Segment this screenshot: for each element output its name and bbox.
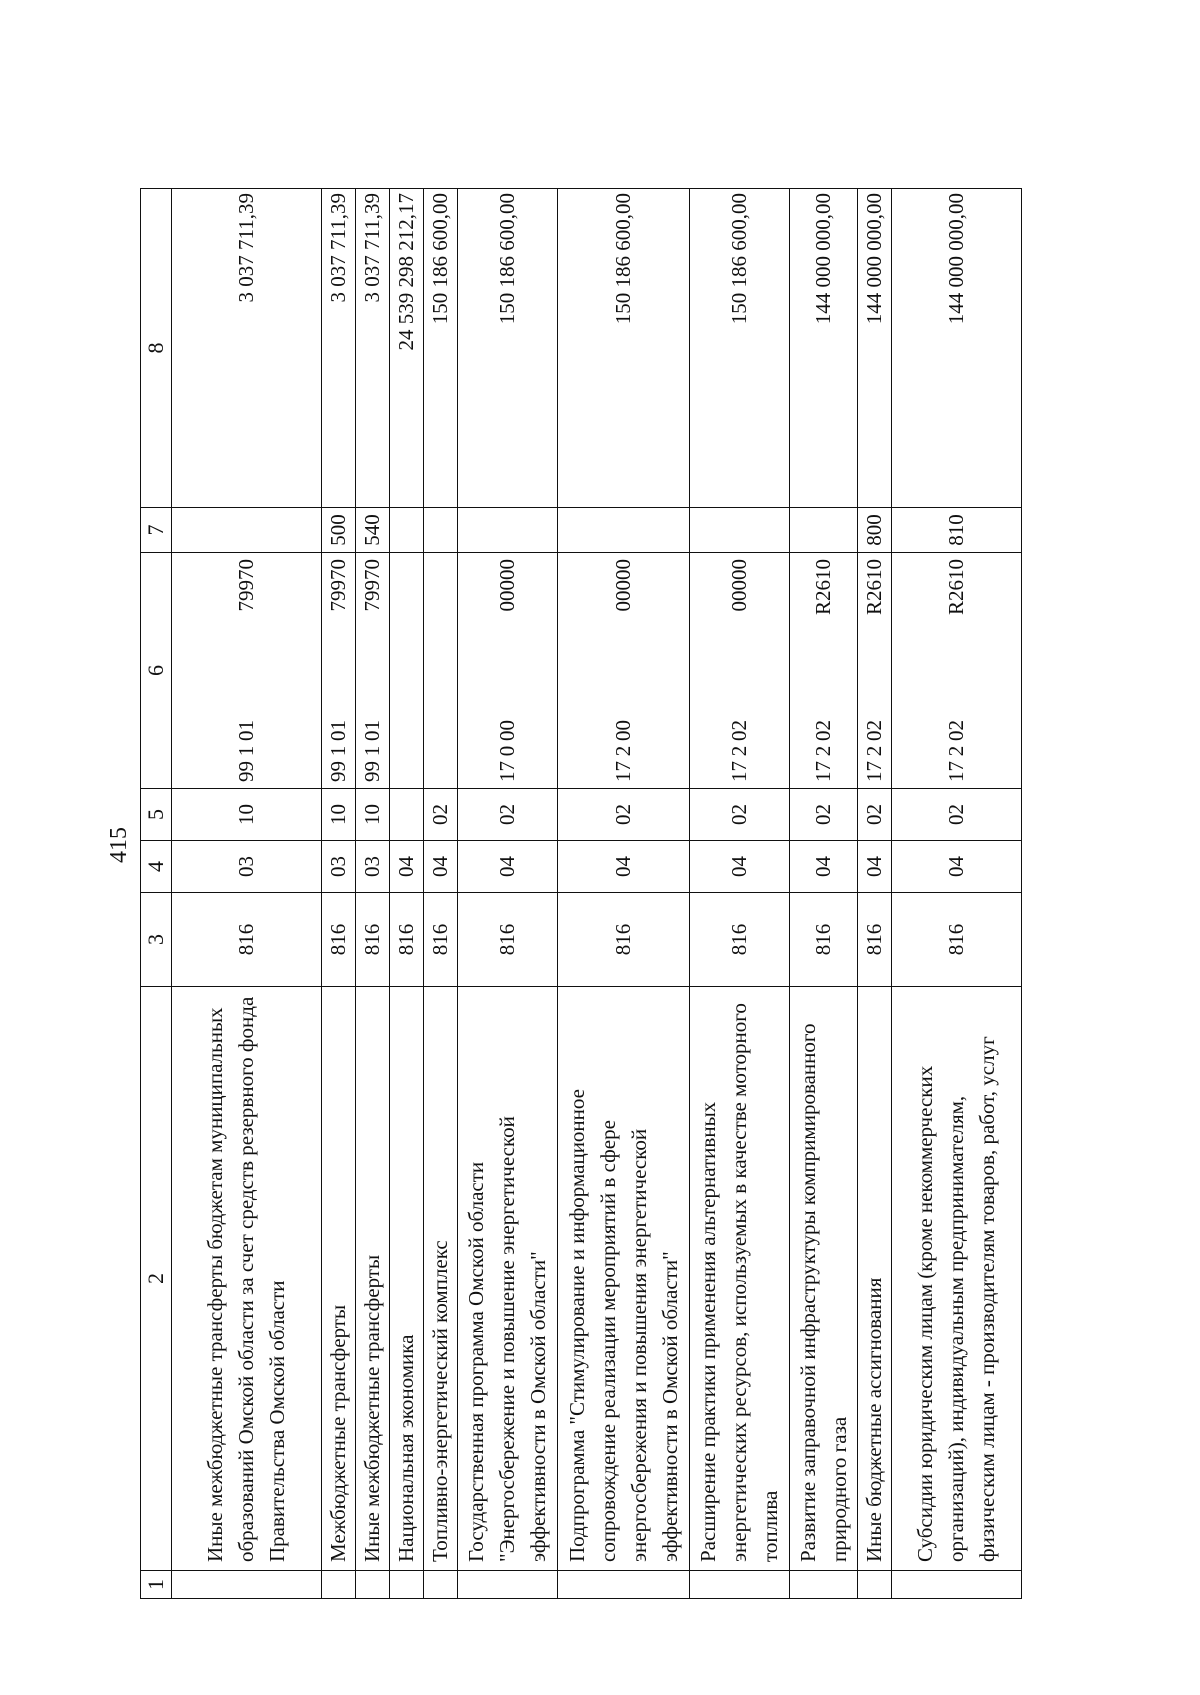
- section-code-cell: 04: [558, 841, 690, 893]
- item-name-cell: Государственная программа Омской области "Энергосбережение и повышение энергетической эффективности в Омской области": [458, 987, 558, 1571]
- item-name-cell: Национальная экономика: [390, 987, 424, 1571]
- column-header: 5: [141, 789, 172, 841]
- code-part: 00000: [611, 559, 635, 612]
- code-part: 2: [611, 745, 635, 757]
- target-article-cell: [858, 553, 892, 789]
- section-code-cell: 04: [458, 841, 558, 893]
- code-part: 02: [811, 720, 835, 741]
- row-index-cell: [558, 1571, 690, 1599]
- target-article-cell: [558, 553, 690, 789]
- department-code-cell: 816: [356, 893, 390, 987]
- code-part: 01: [360, 720, 384, 741]
- code-part: R2610: [944, 559, 968, 616]
- code-spacer: [357, 612, 388, 721]
- item-name-cell: Иные бюджетные ассигнования: [858, 987, 892, 1571]
- department-code-cell: 816: [424, 893, 458, 987]
- section-code-cell: 04: [390, 841, 424, 893]
- code-part: 02: [862, 720, 886, 741]
- item-name-cell: Развитие заправочной инфраструктуры компримированного природного газа: [790, 987, 858, 1571]
- table-row: [390, 189, 424, 1599]
- section-code-cell: 03: [356, 841, 390, 893]
- department-code-cell: 816: [322, 893, 356, 987]
- subsection-code-cell: 02: [424, 789, 458, 841]
- column-header: 7: [141, 508, 172, 553]
- target-article-cell: [690, 553, 790, 789]
- target-article-code: [808, 553, 839, 788]
- target-article-code: [323, 553, 354, 788]
- expense-type-cell: [690, 508, 790, 553]
- item-name-cell: Иные межбюджетные трансферты бюджетам муниципальных образований Омской области за счет средств резервного фонда Правительства Омской области: [172, 987, 322, 1571]
- department-code-cell: 816: [690, 893, 790, 987]
- row-index-cell: [690, 1571, 790, 1599]
- code-part: 17: [611, 761, 635, 782]
- code-part: 2: [862, 745, 886, 757]
- code-part: 99: [360, 761, 384, 782]
- item-name-cell: Иные межбюджетные трансферты: [356, 987, 390, 1571]
- section-code-cell: 04: [790, 841, 858, 893]
- table-row: [892, 189, 1022, 1599]
- table-row: [858, 189, 892, 1599]
- section-code-cell: 03: [322, 841, 356, 893]
- target-article-cell: [322, 553, 356, 789]
- code-part: 17: [944, 761, 968, 782]
- expense-type-cell: [390, 508, 424, 553]
- row-index-cell: [390, 1571, 424, 1599]
- code-part: R2610: [811, 559, 835, 616]
- subsection-code-cell: 02: [790, 789, 858, 841]
- item-name-cell: Межбюджетные трансферты: [322, 987, 356, 1571]
- department-code-cell: 816: [390, 893, 424, 987]
- target-article-cell: [390, 553, 424, 789]
- table-row: [322, 189, 356, 1599]
- expense-type-cell: 540: [356, 508, 390, 553]
- target-article-cell: [458, 553, 558, 789]
- section-code-cell: 04: [892, 841, 1022, 893]
- code-part: 02: [727, 720, 751, 741]
- target-article-code: [231, 553, 262, 788]
- target-article-cell: [424, 553, 458, 789]
- table-row: [458, 189, 558, 1599]
- target-article-code: [357, 553, 388, 788]
- code-part: 02: [944, 720, 968, 741]
- amount-cell: 144 000 000,00: [892, 189, 1022, 508]
- budget-table: [140, 188, 1022, 1599]
- table-row: [356, 189, 390, 1599]
- item-name-cell: Субсидии юридическим лицам (кроме некоммерческих организаций), индивидуальным предпринимателям, физическим лицам - производителям товаров, работ, услуг: [892, 987, 1022, 1571]
- code-spacer: [808, 615, 839, 720]
- code-part: 17: [862, 761, 886, 782]
- code-part: 17: [495, 761, 519, 782]
- department-code-cell: 816: [558, 893, 690, 987]
- code-part: 79970: [326, 559, 350, 612]
- target-article-code: [724, 553, 755, 788]
- subsection-code-cell: 02: [858, 789, 892, 841]
- code-part: 01: [326, 720, 350, 741]
- department-code-cell: 816: [790, 893, 858, 987]
- department-code-cell: 816: [172, 893, 322, 987]
- column-header: 3: [141, 893, 172, 987]
- row-index-cell: [790, 1571, 858, 1599]
- target-article-cell: [892, 553, 1022, 789]
- row-index-cell: [172, 1571, 322, 1599]
- page-number: 415: [106, 827, 132, 863]
- expense-type-cell: 500: [322, 508, 356, 553]
- department-code-cell: 816: [858, 893, 892, 987]
- code-part: 1: [234, 745, 258, 757]
- expense-type-cell: [790, 508, 858, 553]
- code-part: 1: [360, 745, 384, 757]
- row-index-cell: [858, 1571, 892, 1599]
- subsection-code-cell: 02: [558, 789, 690, 841]
- subsection-code-cell: 10: [356, 789, 390, 841]
- table-header-row: [141, 189, 172, 1599]
- code-part: R2610: [862, 559, 886, 616]
- expense-type-cell: [172, 508, 322, 553]
- code-part: 17: [727, 761, 751, 782]
- item-name-cell: Топливно-энергетический комплекс: [424, 987, 458, 1571]
- code-part: 1: [326, 745, 350, 757]
- table-row: [790, 189, 858, 1599]
- column-header: 6: [141, 553, 172, 789]
- subsection-code-cell: 10: [322, 789, 356, 841]
- subsection-code-cell: 02: [458, 789, 558, 841]
- code-part: 00000: [495, 559, 519, 612]
- target-article-code: [859, 553, 890, 788]
- code-part: 00000: [727, 559, 751, 612]
- section-code-cell: 04: [690, 841, 790, 893]
- expense-type-cell: [558, 508, 690, 553]
- amount-cell: 144 000 000,00: [858, 189, 892, 508]
- section-code-cell: 04: [424, 841, 458, 893]
- column-header: 4: [141, 841, 172, 893]
- code-part: 99: [234, 761, 258, 782]
- section-code-cell: 04: [858, 841, 892, 893]
- code-spacer: [608, 612, 639, 721]
- target-article-code: [492, 553, 523, 788]
- code-spacer: [492, 612, 523, 721]
- target-article-code: [941, 553, 972, 788]
- amount-cell: 150 186 600,00: [558, 189, 690, 508]
- row-index-cell: [458, 1571, 558, 1599]
- code-spacer: [724, 612, 755, 721]
- subsection-code-cell: 10: [172, 789, 322, 841]
- code-part: 2: [944, 745, 968, 757]
- expense-type-cell: 810: [892, 508, 1022, 553]
- table-row: [172, 189, 322, 1599]
- code-part: 00: [495, 720, 519, 741]
- subsection-code-cell: [390, 789, 424, 841]
- expense-type-cell: [424, 508, 458, 553]
- target-article-cell: [790, 553, 858, 789]
- section-code-cell: 03: [172, 841, 322, 893]
- item-name-cell: Расширение практики применения альтернативных энергетических ресурсов, используемых в качестве моторного топлива: [690, 987, 790, 1571]
- subsection-code-cell: 02: [892, 789, 1022, 841]
- table-row: [690, 189, 790, 1599]
- amount-cell: 3 037 711,39: [322, 189, 356, 508]
- item-name-cell: Подпрограмма "Стимулирование и информационное сопровождение реализации мероприятий в сфере энергосбережения и повышения энергетической эффективности в Омской области": [558, 987, 690, 1571]
- code-spacer: [231, 612, 262, 721]
- code-part: 2: [727, 745, 751, 757]
- expense-type-cell: [458, 508, 558, 553]
- column-header: 8: [141, 189, 172, 508]
- row-index-cell: [892, 1571, 1022, 1599]
- amount-cell: 150 186 600,00: [424, 189, 458, 508]
- code-part: 99: [326, 761, 350, 782]
- department-code-cell: 816: [458, 893, 558, 987]
- code-part: 79970: [234, 559, 258, 612]
- target-article-code: [608, 553, 639, 788]
- code-part: 0: [495, 745, 519, 757]
- target-article-cell: [356, 553, 390, 789]
- code-part: 2: [811, 745, 835, 757]
- amount-cell: 150 186 600,00: [690, 189, 790, 508]
- code-spacer: [941, 615, 972, 720]
- code-part: 79970: [360, 559, 384, 612]
- amount-cell: 3 037 711,39: [172, 189, 322, 508]
- table-row: [424, 189, 458, 1599]
- code-spacer: [323, 612, 354, 721]
- column-header: 2: [141, 987, 172, 1571]
- target-article-cell: [172, 553, 322, 789]
- column-header: 1: [141, 1571, 172, 1599]
- amount-cell: 150 186 600,00: [458, 189, 558, 508]
- table-row: [558, 189, 690, 1599]
- code-part: 17: [811, 761, 835, 782]
- code-spacer: [859, 615, 890, 720]
- row-index-cell: [322, 1571, 356, 1599]
- row-index-cell: [356, 1571, 390, 1599]
- code-part: 00: [611, 720, 635, 741]
- amount-cell: 3 037 711,39: [356, 189, 390, 508]
- expense-type-cell: 800: [858, 508, 892, 553]
- department-code-cell: 816: [892, 893, 1022, 987]
- table-body: [172, 189, 1022, 1599]
- amount-cell: 24 539 298 212,17: [390, 189, 424, 508]
- amount-cell: 144 000 000,00: [790, 189, 858, 508]
- row-index-cell: [424, 1571, 458, 1599]
- subsection-code-cell: 02: [690, 789, 790, 841]
- code-part: 01: [234, 720, 258, 741]
